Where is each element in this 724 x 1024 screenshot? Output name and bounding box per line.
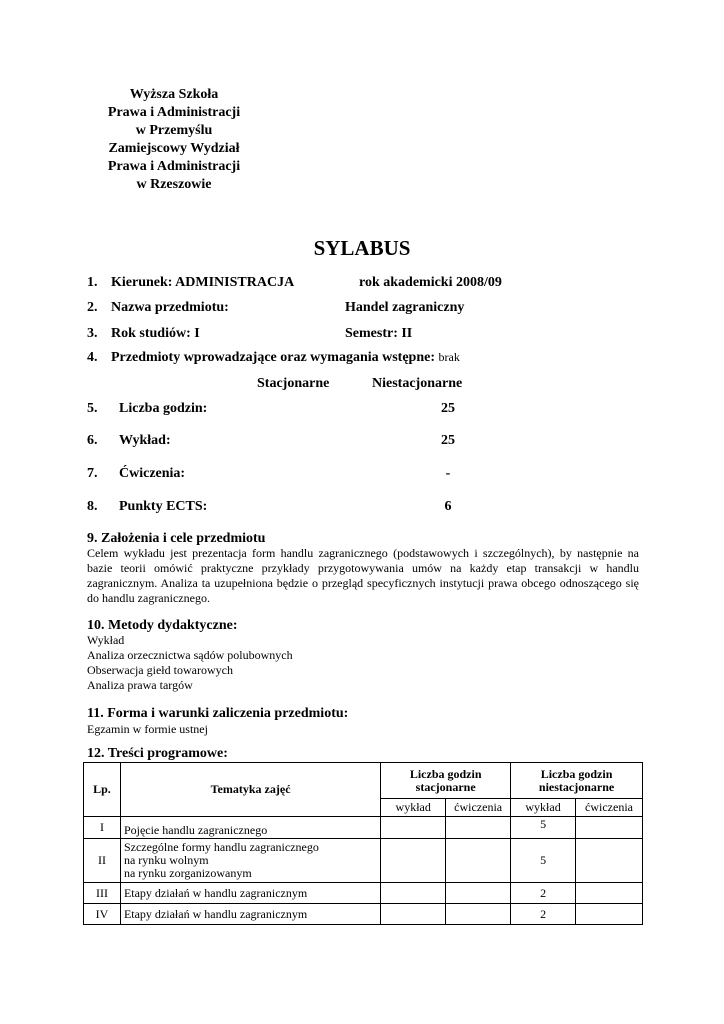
item-semester: Semestr: II [345, 326, 413, 341]
institution-header [88, 86, 260, 194]
header-cwiczenia: ćwiczenia [576, 799, 643, 817]
item-prerequisites: 4. Przedmioty wprowadzające oraz wymagania wstępne: brak [87, 350, 460, 365]
row-stac-cwiczenia [446, 883, 511, 904]
header-wyklad: wykład [511, 799, 576, 817]
header-group-niestacjonarne: Liczba godzin niestacjonarne [511, 763, 643, 799]
hours-value: 6 [444, 499, 452, 514]
row-lp: II [84, 839, 121, 883]
section-goals-text: Celem wykładu jest prezentacja form handlu zagranicznego (podstawowych i szczególnych), by następnie na bazie teorii omówić praktyczne przykłady przygotowywania umów na każdy etap transakcji w handlu zagranicznym. Analiza ta uzupełniona będzie o przegląd specyficznych instytucji prawa obcego odnoszącego się do handlu zagranicznego. [87, 546, 639, 605]
table-row [84, 883, 643, 904]
row-stac-cwiczenia [446, 817, 511, 839]
header-group-stacjonarne: Liczba godzin stacjonarne [381, 763, 511, 799]
section-assessment-text: Egzamin w formie ustnej [87, 722, 208, 736]
item-kierunek: 1. Kierunek: ADMINISTRACJA [87, 275, 295, 290]
hours-row: 8. Punkty ECTS: [87, 499, 208, 514]
row-topic: Etapy działań w handlu zagranicznym [120, 883, 380, 904]
institution-line: Prawa i Administracji [107, 105, 241, 120]
institution-line: Prawa i Administracji [107, 159, 241, 174]
header-cwiczenia: ćwiczenia [446, 799, 511, 817]
header-lp: Lp. [84, 763, 121, 817]
table-row [84, 839, 643, 883]
row-niestac-wyklad: 2 [511, 883, 576, 904]
row-stac-wyklad [381, 839, 446, 883]
institution-line: w Przemyślu [135, 123, 213, 138]
institution-line: Zamiejscowy Wydział [108, 141, 240, 156]
hours-value: - [445, 466, 451, 481]
item-label: Przedmioty wprowadzające oraz wymagania wstępne: [111, 350, 436, 365]
row-topic: Etapy działań w handlu zagranicznym [120, 904, 380, 925]
hours-row: 6. Wykład: [87, 433, 171, 448]
row-stac-wyklad [381, 904, 446, 925]
method-item: Obserwacja giełd towarowych [87, 663, 233, 677]
institution-line: Wyższa Szkoła [129, 87, 219, 102]
mode-stacjonarne: Stacjonarne [257, 376, 330, 391]
row-niestac-cwiczenia [576, 839, 643, 883]
header-wyklad: wykład [381, 799, 446, 817]
row-topic: Szczególne formy handlu zagranicznego na rynku wolnym na rynku zorganizowanym [120, 839, 380, 883]
item-course-value: Handel zagraniczny [345, 300, 465, 315]
item-academic-year: rok akademicki 2008/09 [359, 275, 502, 290]
row-niestac-wyklad: 5 [511, 817, 576, 839]
section-assessment-heading: 11. Forma i warunki zaliczenia przedmiotu: [87, 706, 349, 721]
hours-value: 25 [441, 433, 455, 448]
method-item: Analiza prawa targów [87, 678, 193, 692]
row-lp: III [84, 883, 121, 904]
row-niestac-cwiczenia [576, 883, 643, 904]
item-value: brak [438, 350, 460, 364]
hours-row: 5. Liczba godzin: [87, 401, 208, 416]
method-item: Wykład [87, 633, 125, 647]
method-item: Analiza orzecznictwa sądów polubownych [87, 648, 293, 662]
hours-value: 25 [441, 401, 455, 416]
row-niestac-wyklad: 5 [511, 839, 576, 883]
section-methods-list [87, 633, 293, 693]
section-goals-heading: 9. Założenia i cele przedmiotu [87, 531, 266, 546]
item-label: Kierunek: ADMINISTRACJA [111, 275, 295, 290]
item-course-name: 2. Nazwa przedmiotu: [87, 300, 229, 315]
item-label: Rok studiów: I [111, 326, 200, 341]
row-topic: Pojęcie handlu zagranicznego [120, 817, 380, 839]
table-row [84, 817, 643, 839]
header-topic: Tematyka zajęć [120, 763, 380, 817]
row-stac-cwiczenia [446, 904, 511, 925]
row-stac-wyklad [381, 817, 446, 839]
item-study-year: 3. Rok studiów: I [87, 326, 200, 341]
hours-row: 7. Ćwiczenia: [87, 466, 186, 481]
table-row [84, 904, 643, 925]
item-label: Nazwa przedmiotu: [111, 300, 229, 315]
row-lp: IV [84, 904, 121, 925]
row-lp: I [84, 817, 121, 839]
document-title: SYLABUS [313, 236, 411, 260]
row-stac-wyklad [381, 883, 446, 904]
section-methods-heading: 10. Metody dydaktyczne: [87, 618, 238, 633]
row-niestac-wyklad: 2 [511, 904, 576, 925]
row-stac-cwiczenia [446, 839, 511, 883]
mode-niestacjonarne: Niestacjonarne [372, 376, 463, 391]
program-table [83, 762, 643, 925]
section-content-heading: 12. Treści programowe: [87, 746, 228, 761]
row-niestac-cwiczenia [576, 817, 643, 839]
row-niestac-cwiczenia [576, 904, 643, 925]
institution-line: w Rzeszowie [136, 177, 212, 192]
